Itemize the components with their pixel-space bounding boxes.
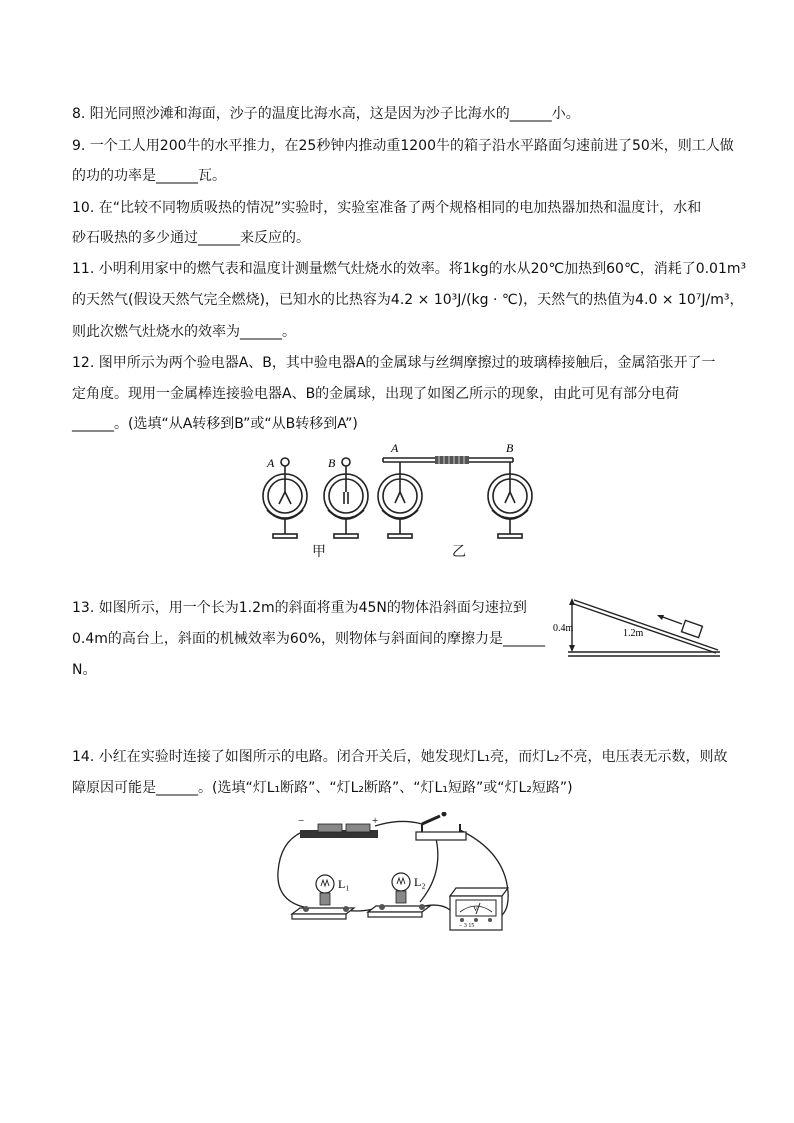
question-13-line-3: N。 xyxy=(72,662,97,678)
question-12-line-2: 定角度。现用一金属棒连接验电器A、B的金属球，出现了如图乙所示的现象，由此可见有部分电荷 xyxy=(72,386,680,402)
question-13-line-1: 13. 如图所示，用一个长为1.2m的斜面将重为45N的物体沿斜面匀速拉到 xyxy=(72,600,527,616)
question-11-line-2: 的天然气(假设天然气完全燃烧)，已知水的比热容为4.2 × 10³J/(kg · ℃)，天然气的热值为4.0 × 10⁷J/m³， xyxy=(72,292,744,308)
block xyxy=(682,620,703,637)
wire-left xyxy=(278,832,308,908)
circuit-figure xyxy=(270,812,530,942)
question-11-line-3: 则此次燃气灶烧水的效率为______。 xyxy=(72,324,296,340)
wire-switch-lamp2 xyxy=(420,834,438,902)
electroscope-diagram xyxy=(255,440,545,560)
battery xyxy=(298,815,378,838)
figure-caption-yi: 乙 xyxy=(452,544,466,560)
question-12-line-3: ______。(选填“从A转移到B”或“从B转移到A”) xyxy=(72,416,358,432)
battery-plus-label: + xyxy=(372,815,379,827)
meter-terminal-labels: − 3 15 xyxy=(459,923,475,929)
incline-surface xyxy=(574,600,718,650)
question-9-line-1: 9. 一个工人用200牛的水平推力，在25秒钟内推动重1200牛的箱子沿水平路面匀速前进了50米，则工人做 xyxy=(72,138,734,154)
incline-diagram xyxy=(550,590,730,660)
question-13-line-2: 0.4m的高台上，斜面的机械效率为60%，则物体与斜面间的摩擦力是______ xyxy=(72,631,546,647)
question-14-line-2: 障原因可能是______。(选填“灯L₁断路”、“灯L₂断路”、“灯L₁短路”或“灯L₂短路”) xyxy=(72,780,573,796)
electroscope-a-left xyxy=(263,458,307,538)
height-label: 0.4m xyxy=(553,623,574,634)
question-9-line-2: 的功的功率是______瓦。 xyxy=(72,168,226,184)
meter-letter: V xyxy=(473,905,479,913)
question-10-line-1: 10. 在“比较不同物质吸热的情况”实验时，实验室准备了两个规格相同的电加热器加热和温度计，水和 xyxy=(72,200,702,216)
question-11-line-1: 11. 小明利用家中的燃气表和温度计测量燃气灶烧水的效率。将1kg的水从20℃加热到60℃，消耗了0.01m³ xyxy=(72,261,747,277)
switch xyxy=(416,812,466,840)
lamp-l1 xyxy=(292,875,354,919)
question-8-line-1: 8. 阳光同照沙滩和海面，沙子的温度比海水高，这是因为沙子比海水的______小。 xyxy=(72,106,580,122)
incline-figure xyxy=(550,590,730,660)
lamp1-label: L₁ xyxy=(338,877,350,891)
label-a-left: A xyxy=(267,456,275,470)
label-b-right: B xyxy=(506,441,514,455)
length-label: 1.2m xyxy=(623,628,644,639)
lamp2-label: L₂ xyxy=(414,875,426,889)
label-a-right: A xyxy=(391,441,399,455)
question-12-line-1: 12. 图甲所示为两个验电器A、B，其中验电器A的金属球与丝绸摩擦过的玻璃棒接触后，金属箔张开了一 xyxy=(72,355,716,371)
lamp-l2 xyxy=(368,873,430,917)
label-b-left: B xyxy=(328,456,336,470)
wire-battery-switch xyxy=(375,821,422,826)
battery-minus-label: − xyxy=(298,815,305,827)
circuit-diagram xyxy=(270,812,530,942)
electroscope-figure xyxy=(255,440,545,560)
electroscope-b-right xyxy=(488,462,532,538)
question-10-line-2: 砂石吸热的多少通过______来反应的。 xyxy=(72,230,310,246)
voltmeter xyxy=(450,888,508,930)
electroscope-b-left xyxy=(324,458,368,538)
electroscope-a-right xyxy=(378,462,422,538)
pull-arrow xyxy=(660,616,682,624)
figure-caption-jia: 甲 xyxy=(312,544,326,560)
question-14-line-1: 14. 小红在实验时连接了如图所示的电路。闭合开关后，她发现灯L₁亮，而灯L₂不亮，电压表无示数，则故 xyxy=(72,749,728,765)
